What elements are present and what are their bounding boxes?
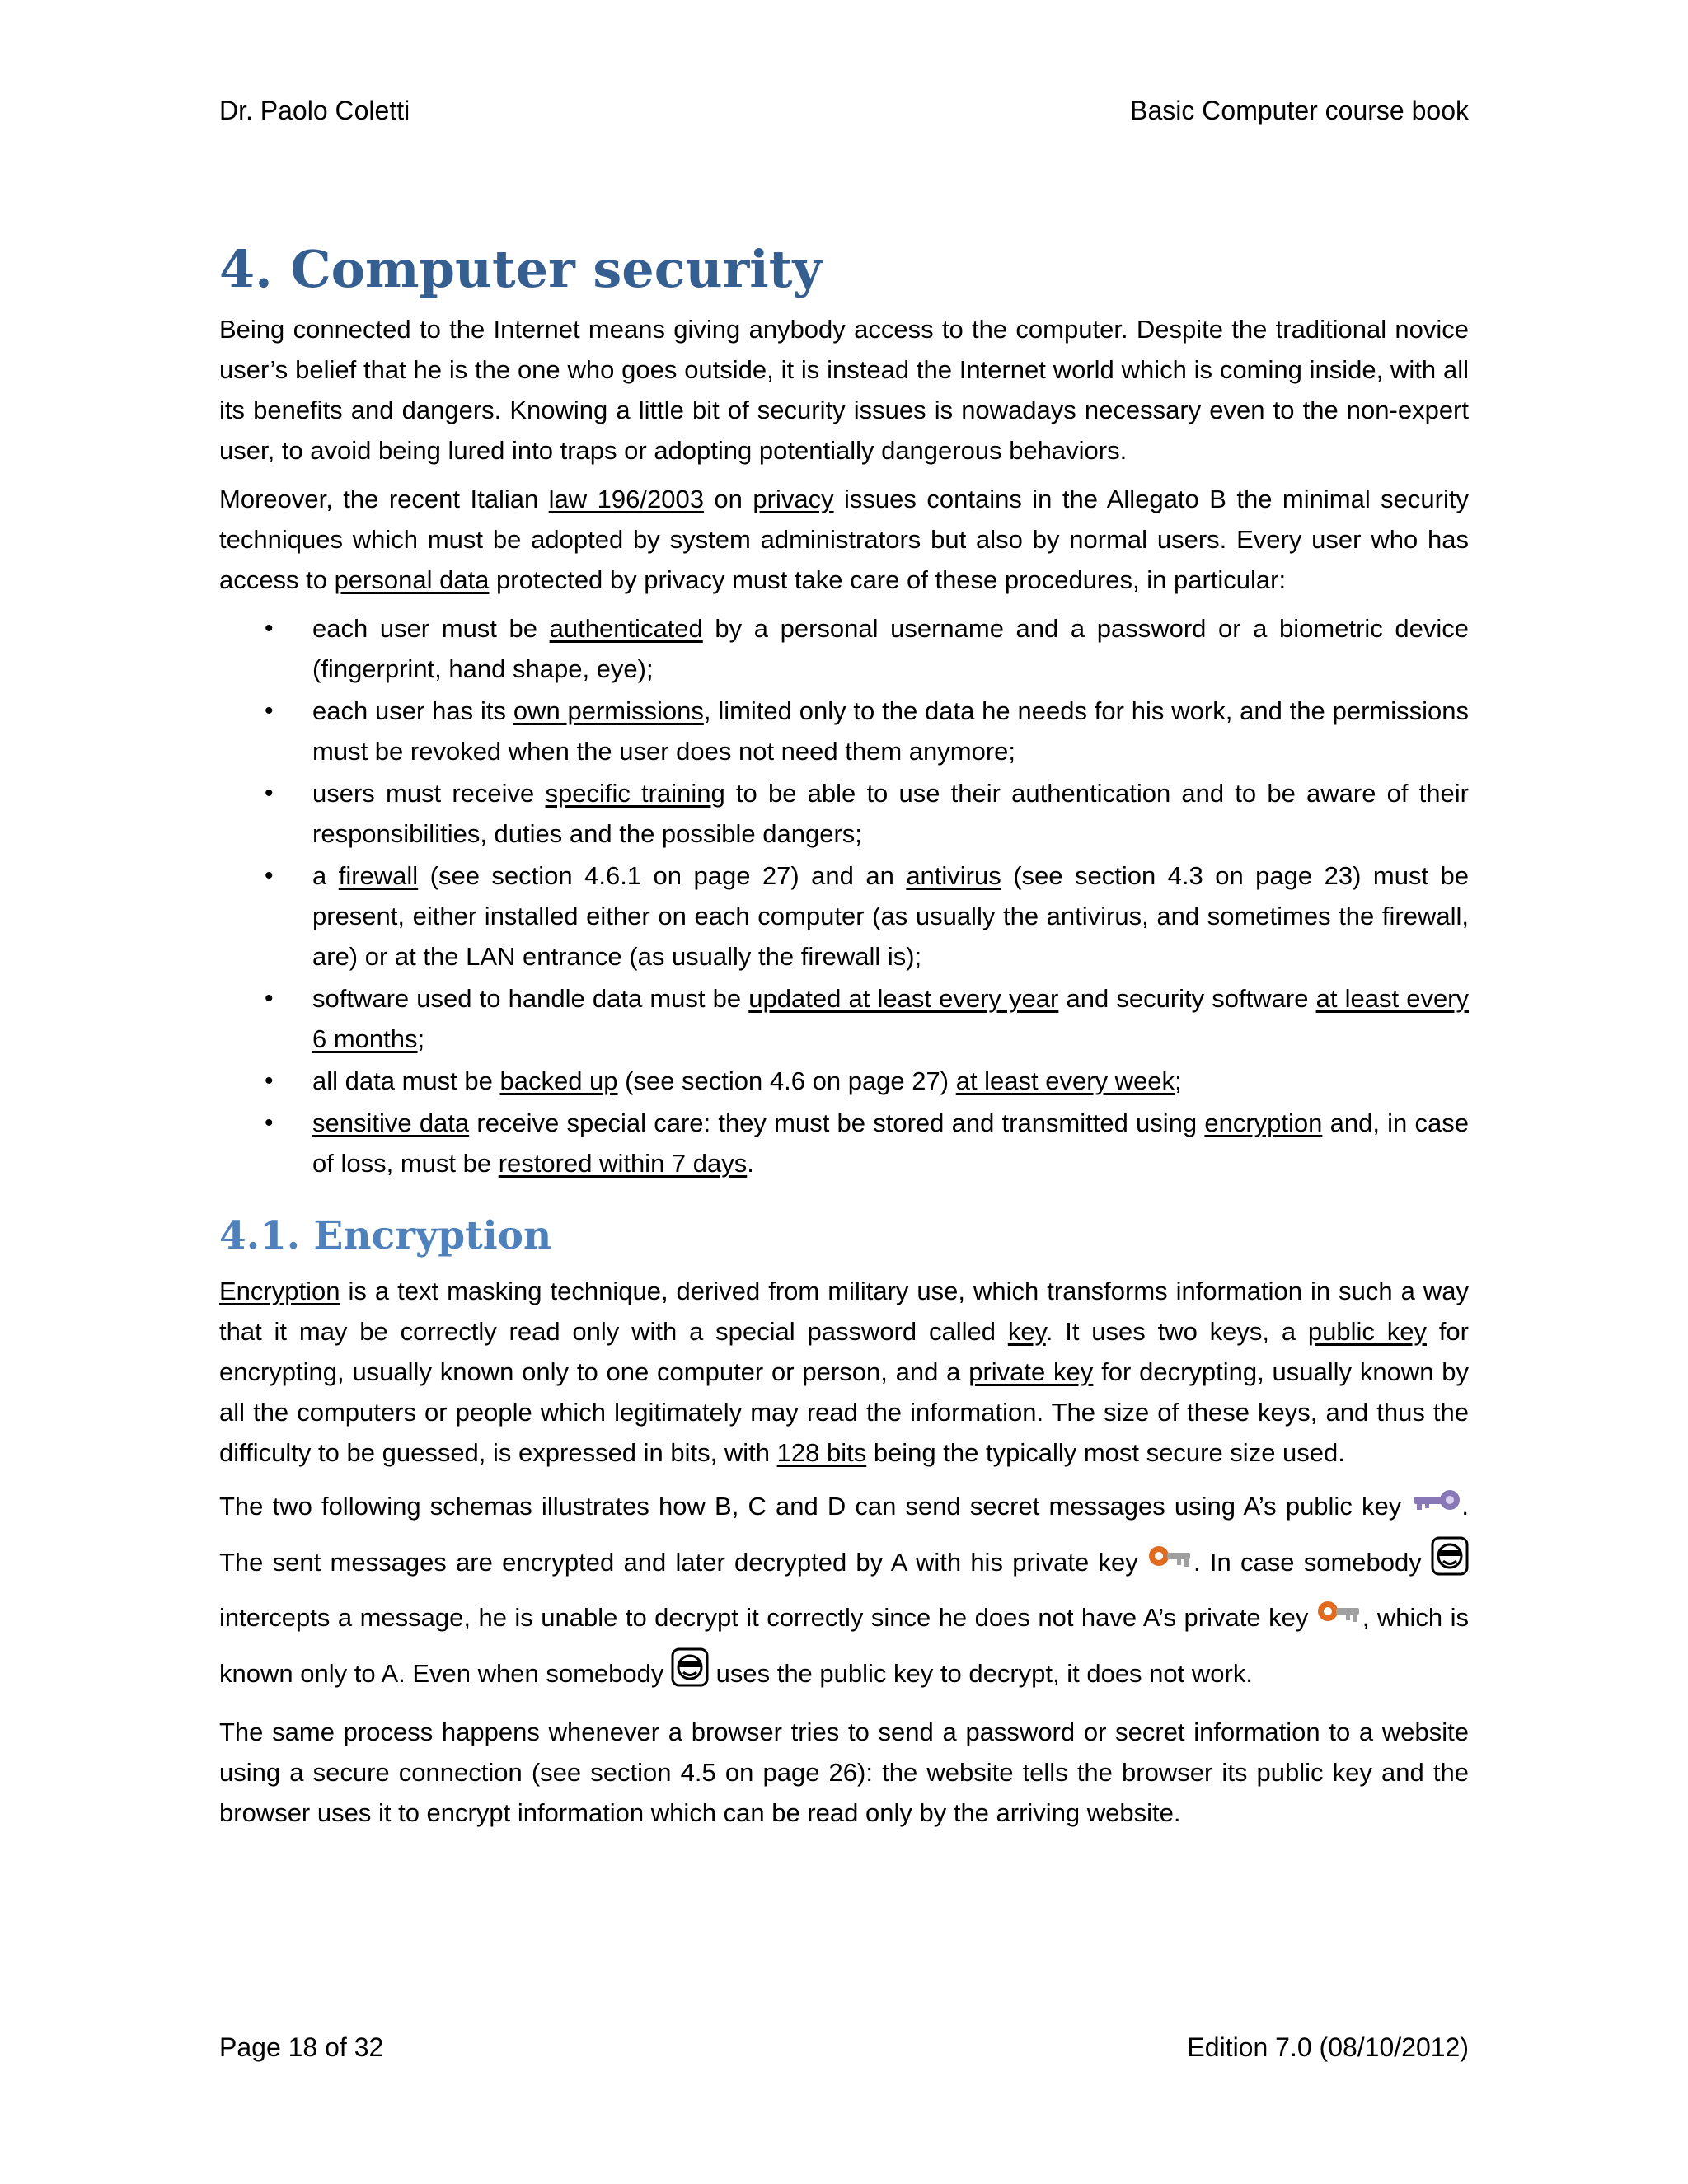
orange-key-icon [1147, 1541, 1193, 1592]
intro-paragraph-2: Moreover, the recent Italian law 196/2003 on privacy issues contains in the Allegato B the minimal security techniques which must be adopted by system administrators but also by normal users. Every user who has access to personal data protected by privacy must take care of these procedures, in particular: [219, 485, 1469, 594]
section-heading [219, 1208, 1469, 1264]
intro-paragraph-1: Being connected to the Internet means giving anybody access to the computer. Despite the traditional novice user’s belief that he is the one who goes outside, it is instead the Internet world which is coming inside, with all its benefits and dangers. Knowing a little bit of security issues is nowadays necessary even to the non-expert user, to avoid being lured into traps or adopting potentially dangerous behaviors. [219, 315, 1469, 465]
list-item: • software used to handle data must be updated at least every year and security software at least every 6 months; [219, 978, 1469, 1059]
chapter-number: 4. [219, 239, 273, 299]
bullet-icon: • [265, 780, 274, 807]
orange-key-icon [1316, 1596, 1362, 1647]
encryption-paragraph-1: Encryption is a text masking technique, derived from military use, which transforms information in such a way that it may be correctly read only with a special password called key. It uses two keys, a public key for encrypting, usually known only to one computer or person, and a private key for decrypting, usually known by all the computers or people which legitimately may read the information. The size of these keys, and thus the difficulty to be guessed, is expressed in bits, with 128 bits being the typically most secure size used. [219, 1277, 1469, 1467]
list-item: • each user has its own permissions, limited only to the data he needs for his work, and the permissions must be revoked when the user does not need them anymore; [219, 691, 1469, 771]
masked-face-icon [1431, 1536, 1469, 1592]
list-item: • users must receive specific training to be able to use their authentication and to be aware of their responsibilities, duties and the possible dangers; [219, 773, 1469, 854]
chapter-title: Computer security [290, 239, 823, 299]
procedures-list [219, 608, 1469, 1183]
masked-face-icon [671, 1647, 709, 1704]
list-item: • a firewall (see section 4.6.1 on page 27) and an antivirus (see section 4.3 on page 23) must be present, either installed either on each computer (as usually the antivirus, and sometimes the firewall, are) or at the LAN entrance (as usually the firewall is); [219, 855, 1469, 977]
list-item: • all data must be backed up (see section 4.6 on page 27) at least every week; [219, 1061, 1469, 1101]
link-privacy: privacy [753, 485, 834, 513]
bullet-icon: • [265, 697, 274, 724]
bullet-icon: • [265, 862, 274, 889]
page-number: Page 18 of 32 [219, 2032, 384, 2062]
list-item: • each user must be authenticated by a personal username and a password or a biometric device (fingerprint, hand shape, eye); [219, 608, 1469, 689]
bullet-icon: • [265, 615, 274, 642]
list-item: • sensitive data receive special care: they must be stored and transmitted using encryption and, in case of loss, must be restored within 7 days. [219, 1103, 1469, 1183]
page-footer [219, 2029, 1469, 2065]
link-personal-data: personal data [334, 565, 490, 594]
encryption-paragraph-3: The same process happens whenever a browser tries to send a password or secret information to a website using a secure connection (see section 4.5 on page 26): the website tells the browser its public key and the browser uses it to encrypt information which can be read only by the arriving website. [219, 1718, 1469, 1827]
section-number: 4.1. [219, 1213, 301, 1258]
edition-info: Edition 7.0 (08/10/2012) [1187, 2032, 1469, 2062]
section-title: Encryption [313, 1213, 552, 1258]
bullet-icon: • [265, 985, 274, 1012]
header-author: Dr. Paolo Coletti [219, 96, 410, 125]
encryption-paragraph-2: The two following schemas illustrates how B, C and D can send secret messages using A’s public key . The sent messages are encrypted and later decrypted by A with his private key . In case somebody intercepts a message, he is unable to decrypt it correctly since he does not have A’s private key , which is known only to A. Even when somebody uses the public key to decrypt, it does not work. [219, 1481, 1469, 1704]
chapter-heading [219, 235, 1469, 304]
link-law: law 196/2003 [548, 485, 704, 513]
page-content [219, 235, 1469, 1841]
header-book-title: Basic Computer course book [1130, 96, 1469, 125]
page-header [219, 92, 1469, 129]
purple-key-icon [1410, 1486, 1461, 1536]
bullet-icon: • [265, 1109, 274, 1137]
bullet-icon: • [265, 1067, 274, 1094]
